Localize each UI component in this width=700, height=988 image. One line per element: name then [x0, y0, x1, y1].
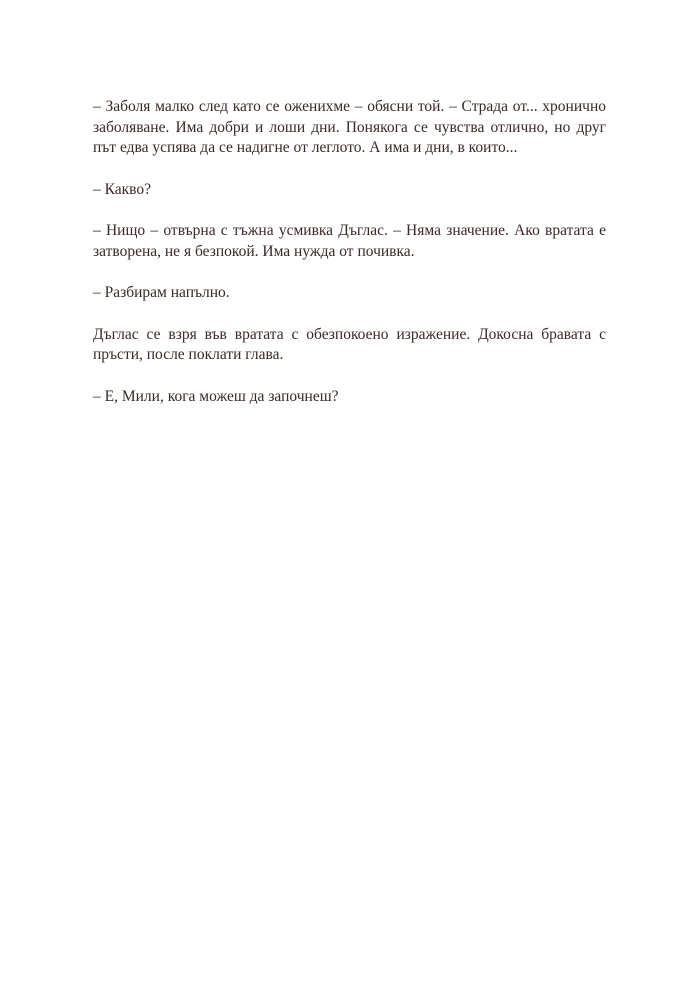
- paragraph-6: – Е, Мили, кога можеш да започнеш?: [93, 387, 339, 405]
- paragraph-5: Дъглас се взря във вратата с обезпокоено изражение. Докосна бравата с пръсти, после поклати глава.: [93, 325, 606, 363]
- paragraph-2: – Какво?: [93, 180, 152, 198]
- paragraph-3: – Нищо – отвърна с тъжна усмивка Дъглас. – Няма значение. Ако вратата е затворена, не я безпокой. Има нужда от почивка.: [93, 222, 606, 260]
- paragraph-4: – Разбирам напълно.: [93, 284, 230, 301]
- paragraph-1: – Заболя малко след като се оженихме – обясни той. – Страда от... хронично заболяване. Има добри и лоши дни. Понякога се чувства отлично, но друг път едва успява да се надигне от леглото. А има и дни, в които...: [93, 98, 606, 156]
- document-body: [93, 97, 606, 428]
